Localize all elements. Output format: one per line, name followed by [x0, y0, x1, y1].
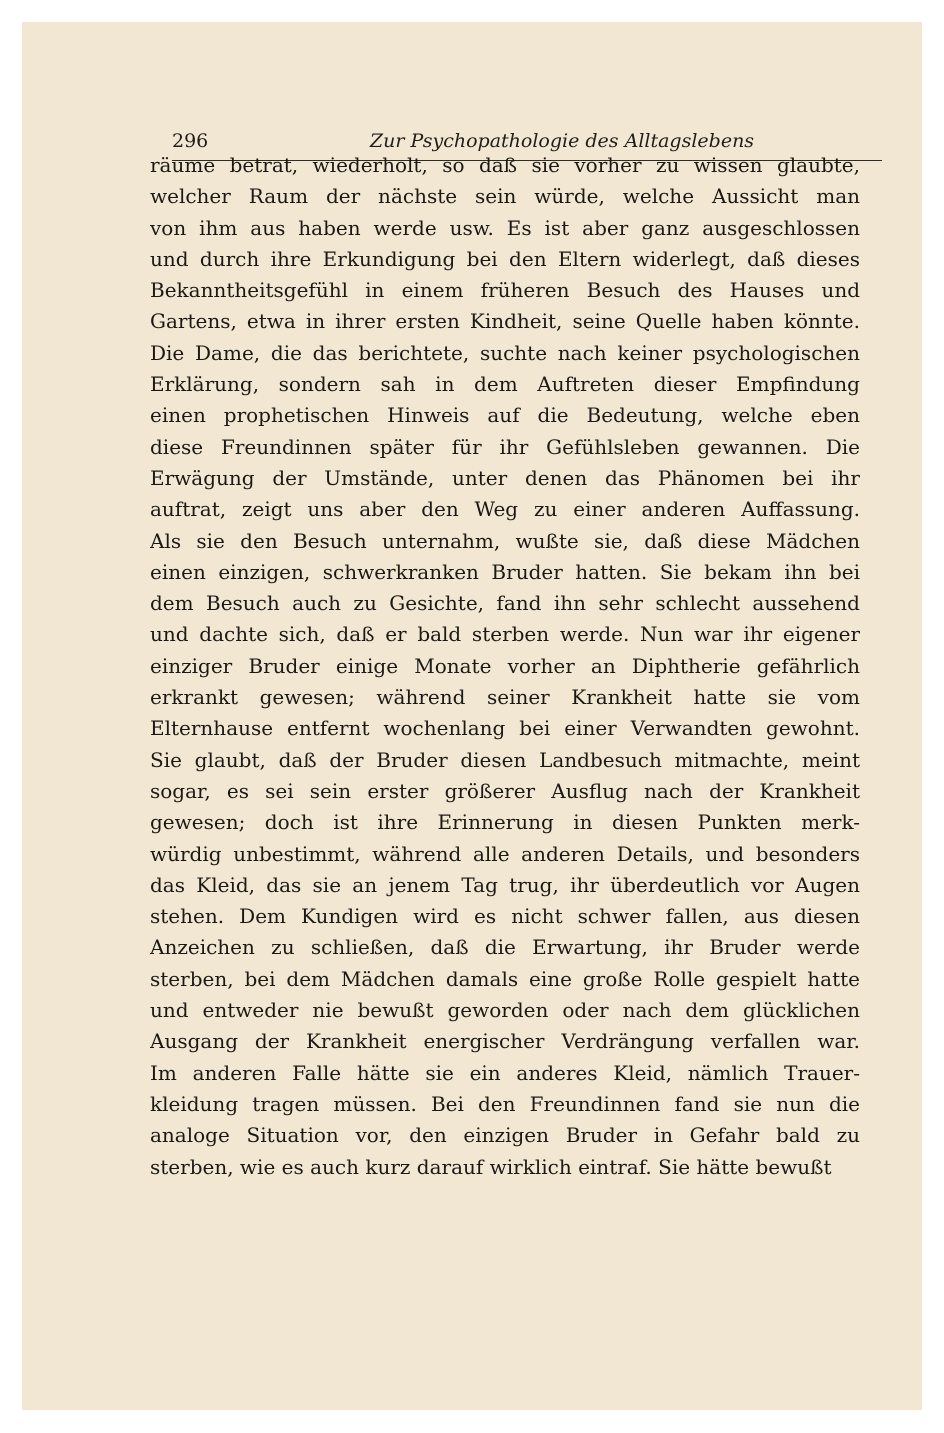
- text-line: auftrat, zeigt uns aber den Weg zu einer anderen Auffassung.: [150, 497, 860, 522]
- text-line: erkrankt gewesen; während seiner Krankheit hatte sie vom: [150, 685, 860, 710]
- text-line: von ihm aus haben werde usw. Es ist aber ganz ausgeschlossen: [150, 215, 860, 240]
- text-line: stehen. Dem Kundigen wird es nicht schwer fallen, aus diesen: [150, 904, 860, 929]
- text-line: sogar, es sei sein erster größerer Ausflug nach der Krankheit: [150, 778, 860, 803]
- text-line: kleidung tragen müssen. Bei den Freundinnen fand sie nun die: [150, 1091, 860, 1116]
- text-line: einziger Bruder einige Monate vorher an Diphtherie gefährlich: [150, 653, 860, 678]
- text-line: würdig unbestimmt, während alle anderen Details, und besonders: [150, 841, 860, 866]
- text-line: Bekanntheitsgefühl in einem früheren Besuch des Hauses und: [150, 278, 860, 303]
- text-line: einen einzigen, schwerkranken Bruder hatten. Sie bekam ihn bei: [150, 559, 860, 584]
- text-line: gewesen; doch ist ihre Erinnerung in diesen Punkten merk-: [150, 810, 860, 835]
- text-line: welcher Raum der nächste sein würde, welche Aussicht man: [150, 184, 860, 209]
- text-line: und entweder nie bewußt geworden oder nach dem glücklichen: [150, 998, 860, 1023]
- text-line: und dachte sich, daß er bald sterben werde. Nun war ihr eigener: [150, 622, 860, 647]
- text-line: das Kleid, das sie an jenem Tag trug, ihr überdeutlich vor Augen: [150, 872, 860, 897]
- text-line: Sie glaubt, daß der Bruder diesen Landbesuch mitmachte, meint: [150, 747, 860, 772]
- text-line: räume betrat, wiederholt, so daß sie vorher zu wissen glaubte,: [150, 153, 860, 177]
- text-line: Anzeichen zu schließen, daß die Erwartung, ihr Bruder werde: [150, 935, 860, 960]
- text-line: Als sie den Besuch unternahm, wußte sie, daß diese Mädchen: [150, 528, 860, 553]
- text-line: Im anderen Falle hätte sie ein anderes Kleid, nämlich Trauer-: [150, 1060, 860, 1085]
- text-line: sterben, wie es auch kurz darauf wirklich eintraf. Sie hätte bewußt: [150, 1154, 832, 1179]
- text-line: Erwägung der Umstände, unter denen das Phänomen bei ihr: [150, 465, 860, 490]
- running-title: Zur Psychopathologie des Alltagslebens: [369, 130, 755, 152]
- text-line: diese Freundinnen später für ihr Gefühlsleben gewannen. Die: [150, 434, 860, 459]
- text-line: Erklärung, sondern sah in dem Auftreten dieser Empfindung: [150, 372, 860, 397]
- text-line: dem Besuch auch zu Gesichte, fand ihn sehr schlecht aussehend: [150, 591, 860, 616]
- text-line: Die Dame, die das berichtete, suchte nach keiner psychologischen: [150, 340, 860, 365]
- text-line: Gartens, etwa in ihrer ersten Kindheit, seine Quelle haben könnte.: [150, 309, 860, 334]
- body-text: [150, 150, 860, 1183]
- text-line: analoge Situation vor, den einzigen Bruder in Gefahr bald zu: [150, 1123, 860, 1148]
- text-line: Ausgang der Krankheit energischer Verdrängung verfallen war.: [150, 1029, 860, 1054]
- text-line: Elternhause entfernt wochenlang bei einer Verwandten gewohnt.: [150, 716, 860, 741]
- text-line: und durch ihre Erkundigung bei den Eltern widerlegt, daß dieses: [150, 246, 860, 271]
- text-line: einen prophetischen Hinweis auf die Bedeutung, welche eben: [150, 403, 860, 428]
- text-line: sterben, bei dem Mädchen damals eine große Rolle gespielt hatte: [150, 966, 860, 991]
- page-number: 296: [172, 130, 209, 152]
